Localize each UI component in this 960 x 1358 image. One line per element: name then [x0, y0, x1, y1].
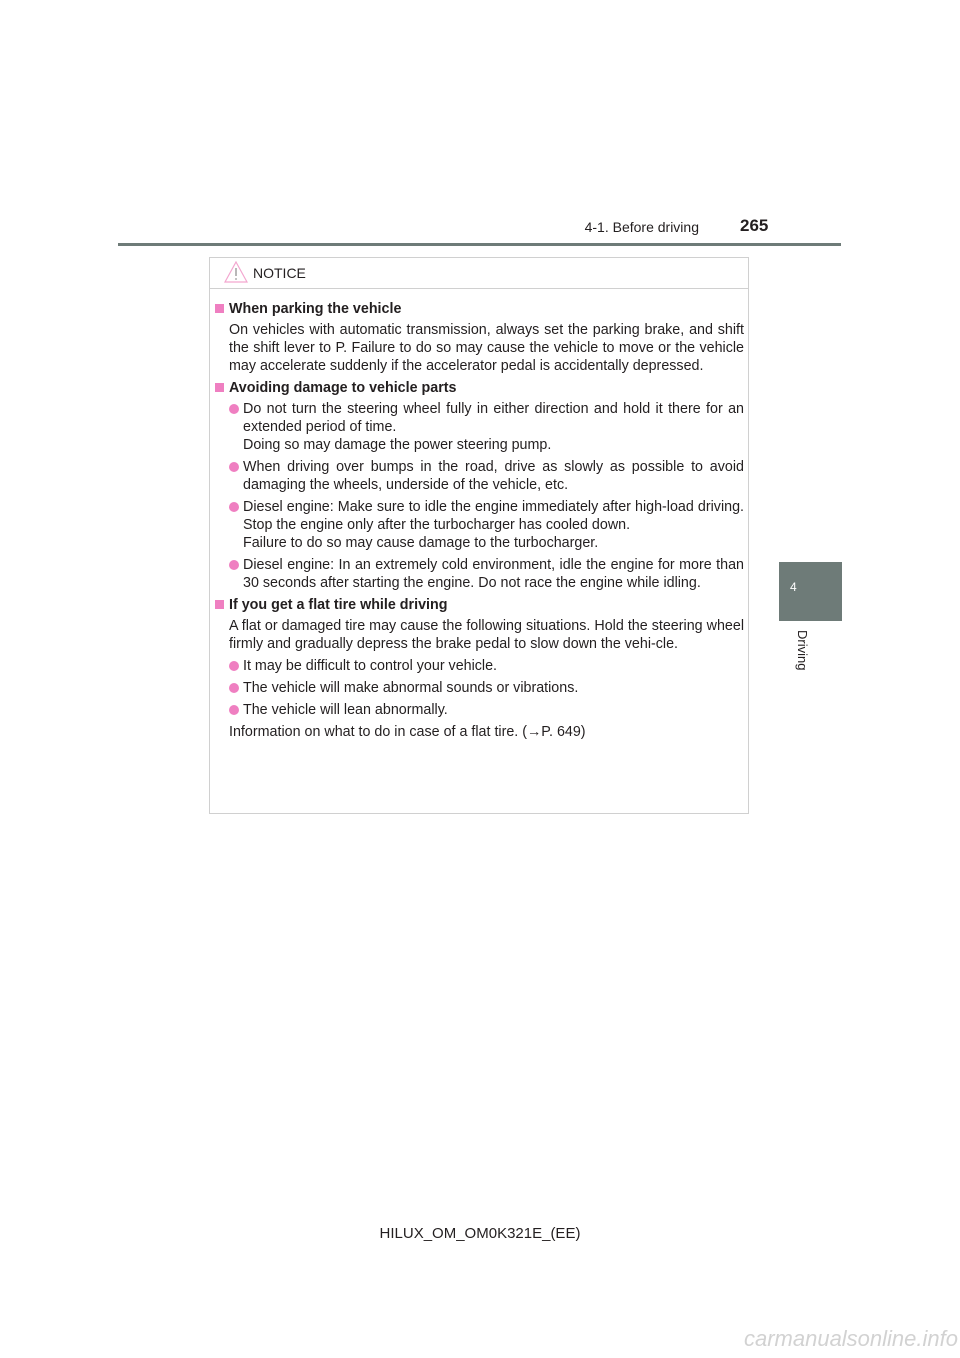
notice-box: [209, 257, 749, 814]
section-avoid-damage: [210, 379, 750, 592]
list-item: Diesel engine: Make sure to idle the engine immediately after high-load driving. Stop the engine only after the turbocharger has cooled down. Failure to do so may cause damage to the turbocharger.: [229, 498, 744, 552]
chapter-title: Driving: [795, 630, 810, 671]
watermark: carmanualsonline.info: [743, 1326, 958, 1351]
square-bullet-icon: [215, 304, 224, 313]
square-bullet-icon: [215, 383, 224, 392]
header-rule: [118, 243, 841, 246]
page-number: 265: [740, 216, 769, 235]
section-text: A flat or damaged tire may cause the following situations. Hold the steering wheel firmly and gradually depress the brake pedal to slow down the vehi-cle.: [229, 618, 744, 652]
list-item: The vehicle will lean abnormally.: [229, 701, 744, 719]
model-code: HILUX_OM_OM0K321E_(EE): [379, 1225, 581, 1242]
notice-label: NOTICE: [253, 265, 306, 281]
section-flat-tire: [210, 596, 750, 741]
circle-bullet-icon: [229, 404, 239, 414]
section-heading: When parking the vehicle: [229, 300, 744, 318]
notice-body: [210, 300, 750, 745]
circle-bullet-icon: [229, 502, 239, 512]
circle-bullet-icon: [229, 705, 239, 715]
list-item: Do not turn the steering wheel fully in either direction and hold it there for an extended period of time. Doing so may damage the power steering pump.: [229, 400, 744, 454]
page-reference-link[interactable]: Information on what to do in case of a flat tire. (→P. 649): [229, 724, 586, 740]
circle-bullet-icon: [229, 683, 239, 693]
chapter-number: 4: [790, 580, 797, 594]
circle-bullet-icon: [229, 661, 239, 671]
section-heading: Avoiding damage to vehicle parts: [229, 379, 744, 397]
list-item: The vehicle will make abnormal sounds or vibrations.: [229, 679, 744, 697]
notice-header: [210, 258, 748, 289]
circle-bullet-icon: [229, 462, 239, 472]
list-item: It may be difficult to control your vehicle.: [229, 657, 744, 675]
list-item: Diesel engine: In an extremely cold environment, idle the engine for more than 30 seconds after starting the engine. Do not race the engine while idling.: [229, 556, 744, 592]
list-item: When driving over bumps in the road, drive as slowly as possible to avoid damaging the wheels, underside of the vehicle, etc.: [229, 458, 744, 494]
section-heading: If you get a flat tire while driving: [229, 596, 744, 614]
section-text: On vehicles with automatic transmission, always set the parking brake, and shift the shift lever to P. Failure to do so may cause the vehicle to move or the vehicle may accelerate suddenly if the accelerator pedal is accidentally depressed.: [229, 322, 744, 374]
section-parking: [210, 300, 750, 375]
warning-triangle-icon: [224, 261, 248, 283]
chapter-tab[interactable]: [779, 562, 842, 621]
circle-bullet-icon: [229, 560, 239, 570]
square-bullet-icon: [215, 600, 224, 609]
section-title: 4-1. Before driving: [584, 219, 699, 235]
